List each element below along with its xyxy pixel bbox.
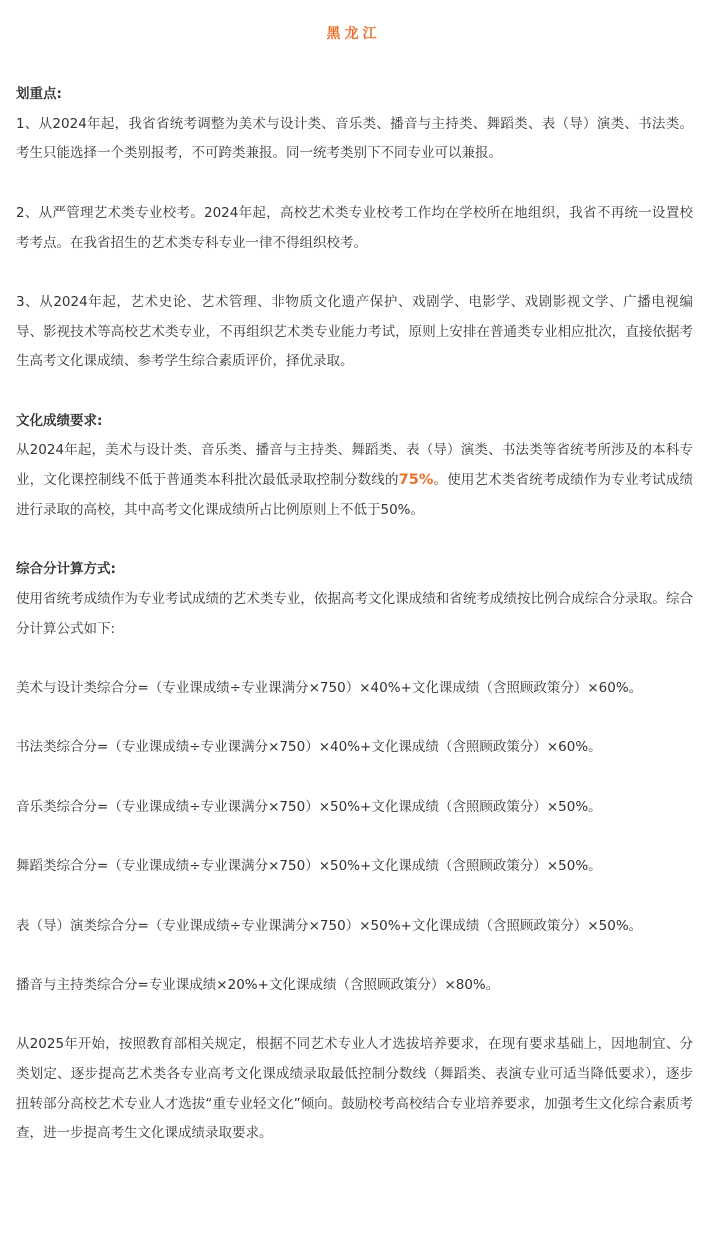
- spacer: [16, 258, 693, 288]
- culture-text-before: 从2024年起，美术与设计类、音乐类、播音与主持类、舞蹈类、表（导）演类、书法类等省统考所涉及的本科专业，文化课控制线不低于普通类本科批次最低录取控制分数线的: [16, 442, 693, 489]
- highlights-heading: 划重点:: [16, 86, 62, 102]
- closing-paragraph: 从2025年开始，按照教育部相关规定，根据不同艺术专业人才选拔培养要求，在现有要求基础上，因地制宜、分类划定、逐步提高艺术类各专业高考文化课成绩录取最低控制分数线（舞蹈类、表演专业可适当降低要求），逐步扭转部分高校艺术专业人才选拔“重专业轻文化”倾向。鼓励校考高校结合专业培养要求，加强考生文化综合素质考查，进一步提高考生文化课成绩录取要求。: [16, 1036, 693, 1142]
- spacer: [16, 169, 693, 199]
- highlight-item-2: 2、从严管理艺术类专业校考。2024年起，高校艺术类专业校考工作均在学校所在地组织，我省不再统一设置校考考点。在我省招生的艺术类专科专业一律不得组织校考。: [16, 204, 693, 251]
- spacer: [16, 526, 693, 556]
- culture-heading: 文化成绩要求:: [16, 412, 103, 429]
- spacer: [16, 377, 693, 407]
- spacer: [16, 822, 693, 852]
- spacer: [16, 644, 693, 674]
- spacer: [16, 882, 693, 912]
- formula-art-design: 美术与设计类综合分=（专业课成绩÷专业课满分×750）×40%+文化课成绩（含照顾政策分）×60%。: [16, 679, 643, 696]
- spacer: [16, 1001, 693, 1031]
- formula-broadcast: 播音与主持类综合分=专业课成绩×20%+文化课成绩（含照顾政策分）×80%。: [16, 976, 500, 993]
- formula-dance: 舞蹈类综合分=（专业课成绩÷专业课满分×750）×50%+文化课成绩（含照顾政策分）×50%。: [16, 858, 602, 875]
- page-title: 黑龙江: [326, 26, 381, 42]
- culture-text-after: 。使用艺术类省统考成绩作为专业考试成绩进行录取的高校，其中高考文化课成绩所占比例原则上不低于50%。: [16, 472, 694, 518]
- highlight-item-1: 1、从2024年起，我省省统考调整为美术与设计类、音乐类、播音与主持类、舞蹈类、表（导）演类、书法类。考生只能选择一个类别报考，不可跨类兼报。同一统考类别下不同专业可以兼报。: [16, 115, 693, 162]
- formula-calligraphy: 书法类综合分=（专业课成绩÷专业课满分×750）×40%+文化课成绩（含照顾政策分）×60%。: [16, 739, 602, 756]
- highlight-item-3: 3、从2024年起，艺术史论、艺术管理、非物质文化遗产保护、戏剧学、电影学、戏剧影视文学、广播电视编导、影视技术等高校艺术类专业，不再组织艺术类专业能力考试，原则上安排在普通类专业相应批次，直接依据考生高考文化课成绩、参考学生综合素质评价，择优录取。: [16, 293, 693, 370]
- spacer: [16, 704, 693, 734]
- culture-highlight-percent: 75%: [398, 472, 434, 489]
- composite-intro: 使用省统考成绩作为专业考试成绩的艺术类专业，依据高考文化课成绩和省统考成绩按比例合成综合分录取。综合分计算公式如下:: [16, 590, 693, 637]
- formula-acting: 表（导）演类综合分=（专业课成绩÷专业课满分×750）×50%+文化课成绩（含照顾政策分）×50%。: [16, 917, 643, 934]
- spacer: [16, 941, 693, 971]
- spacer: [16, 763, 693, 793]
- culture-requirement: [16, 436, 693, 525]
- formula-music: 音乐类综合分=（专业课成绩÷专业课满分×750）×50%+文化课成绩（含照顾政策分）×50%。: [16, 798, 602, 815]
- composite-heading: 综合分计算方式:: [16, 561, 116, 578]
- article-body: [16, 80, 693, 1149]
